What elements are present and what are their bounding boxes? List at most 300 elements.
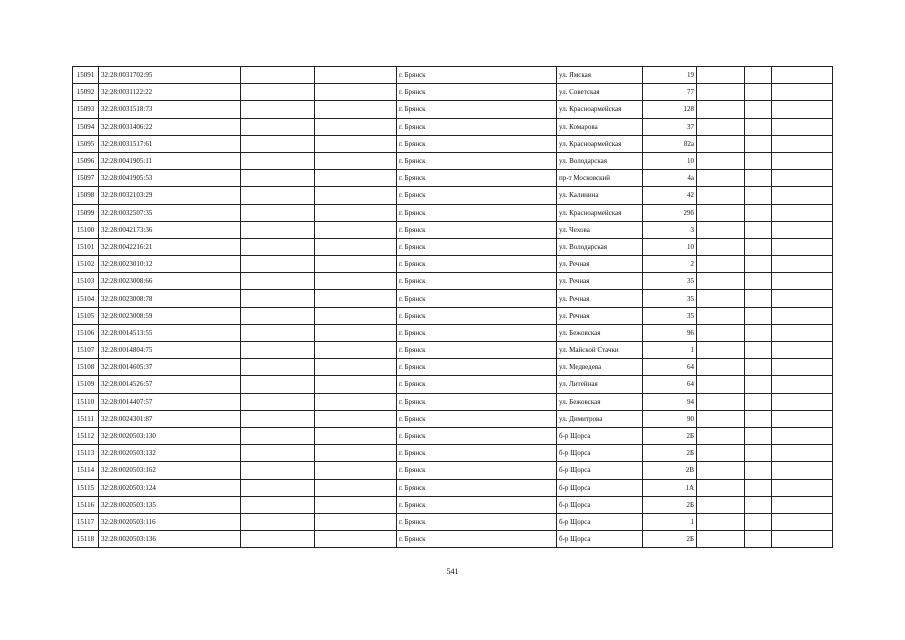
empty-cell (772, 238, 833, 255)
empty-cell (241, 427, 315, 444)
house-number: 37 (643, 118, 697, 135)
cadastral-number: 32:28:0031518:73 (99, 101, 241, 118)
empty-cell (697, 342, 745, 359)
empty-cell (745, 67, 772, 84)
empty-cell (697, 152, 745, 169)
empty-cell (745, 393, 772, 410)
table-row (73, 187, 833, 204)
empty-cell (772, 496, 833, 513)
cadastral-number: 32:28:0031406:22 (99, 118, 241, 135)
table-row (73, 445, 833, 462)
cadastral-number: 32:28:0041905:53 (99, 170, 241, 187)
empty-cell (772, 445, 833, 462)
empty-cell (745, 410, 772, 427)
city-cell: г. Брянск (397, 324, 557, 341)
house-number: 128 (643, 101, 697, 118)
empty-cell (745, 513, 772, 530)
table-row (73, 101, 833, 118)
city-cell: г. Брянск (397, 152, 557, 169)
street-cell: б-р Щорса (557, 479, 643, 496)
cadastral-number: 32:28:0031122:22 (99, 84, 241, 101)
empty-cell (241, 324, 315, 341)
table-row (73, 290, 833, 307)
empty-cell (241, 513, 315, 530)
street-cell: б-р Щорса (557, 462, 643, 479)
empty-cell (697, 170, 745, 187)
empty-cell (241, 170, 315, 187)
empty-cell (745, 256, 772, 273)
street-cell: ул. Володарская (557, 152, 643, 169)
city-cell: г. Брянск (397, 238, 557, 255)
cadastral-number: 32:28:0020503:130 (99, 427, 241, 444)
empty-cell (772, 324, 833, 341)
empty-cell (772, 118, 833, 135)
house-number: 82а (643, 135, 697, 152)
cadastral-number: 32:28:0020503:132 (99, 445, 241, 462)
empty-cell (772, 273, 833, 290)
empty-cell (772, 290, 833, 307)
table-row (73, 410, 833, 427)
row-number: 15091 (73, 67, 99, 84)
empty-cell (241, 359, 315, 376)
empty-cell (745, 462, 772, 479)
street-cell: б-р Щорса (557, 531, 643, 548)
city-cell: г. Брянск (397, 135, 557, 152)
house-number: 1А (643, 479, 697, 496)
empty-cell (241, 462, 315, 479)
table-row (73, 376, 833, 393)
empty-cell (241, 376, 315, 393)
row-number: 15104 (73, 290, 99, 307)
empty-cell (772, 462, 833, 479)
empty-cell (315, 67, 397, 84)
empty-cell (697, 238, 745, 255)
city-cell: г. Брянск (397, 376, 557, 393)
empty-cell (745, 290, 772, 307)
row-number: 15093 (73, 101, 99, 118)
empty-cell (697, 410, 745, 427)
city-cell: г. Брянск (397, 342, 557, 359)
street-cell: ул. Калинина (557, 187, 643, 204)
empty-cell (241, 496, 315, 513)
empty-cell (745, 187, 772, 204)
empty-cell (315, 135, 397, 152)
empty-cell (697, 513, 745, 530)
house-number: 96 (643, 324, 697, 341)
house-number: 90 (643, 410, 697, 427)
empty-cell (315, 118, 397, 135)
street-cell: ул. Речная (557, 290, 643, 307)
empty-cell (745, 135, 772, 152)
empty-cell (315, 427, 397, 444)
empty-cell (772, 187, 833, 204)
cadastral-number: 32:28:0020503:136 (99, 531, 241, 548)
street-cell: ул. Красноармейская (557, 101, 643, 118)
empty-cell (315, 170, 397, 187)
empty-cell (315, 496, 397, 513)
street-cell: ул. Медведева (557, 359, 643, 376)
city-cell: г. Брянск (397, 84, 557, 101)
cadastral-number: 32:28:0023008:78 (99, 290, 241, 307)
street-cell: ул. Красноармейская (557, 204, 643, 221)
empty-cell (745, 273, 772, 290)
empty-cell (315, 376, 397, 393)
empty-cell (241, 187, 315, 204)
row-number: 15107 (73, 342, 99, 359)
city-cell: г. Брянск (397, 273, 557, 290)
empty-cell (241, 118, 315, 135)
city-cell: г. Брянск (397, 307, 557, 324)
empty-cell (315, 273, 397, 290)
empty-cell (745, 427, 772, 444)
empty-cell (697, 445, 745, 462)
empty-cell (315, 101, 397, 118)
table-row (73, 221, 833, 238)
table-row (73, 118, 833, 135)
empty-cell (772, 376, 833, 393)
city-cell: г. Брянск (397, 118, 557, 135)
row-number: 15094 (73, 118, 99, 135)
street-cell: б-р Щорса (557, 513, 643, 530)
table-row (73, 496, 833, 513)
empty-cell (315, 221, 397, 238)
street-cell: б-р Щорса (557, 445, 643, 462)
city-cell: г. Брянск (397, 290, 557, 307)
street-cell: ул. Советская (557, 84, 643, 101)
empty-cell (772, 84, 833, 101)
house-number: 35 (643, 273, 697, 290)
empty-cell (315, 152, 397, 169)
cadastral-number: 32:28:0023008:66 (99, 273, 241, 290)
city-cell: г. Брянск (397, 496, 557, 513)
table-row (73, 152, 833, 169)
city-cell: г. Брянск (397, 479, 557, 496)
empty-cell (697, 135, 745, 152)
empty-cell (772, 204, 833, 221)
cadastral-number: 32:28:0014407:57 (99, 393, 241, 410)
city-cell: г. Брянск (397, 359, 557, 376)
street-cell: ул. Бежовская (557, 393, 643, 410)
empty-cell (697, 273, 745, 290)
row-number: 15106 (73, 324, 99, 341)
table-row (73, 170, 833, 187)
table-row (73, 479, 833, 496)
street-cell: ул. Речная (557, 307, 643, 324)
house-number: 64 (643, 359, 697, 376)
row-number: 15116 (73, 496, 99, 513)
empty-cell (745, 307, 772, 324)
cadastral-number: 32:28:0031702:95 (99, 67, 241, 84)
empty-cell (697, 393, 745, 410)
row-number: 15105 (73, 307, 99, 324)
empty-cell (745, 531, 772, 548)
empty-cell (772, 342, 833, 359)
street-cell: пр-т Московский (557, 170, 643, 187)
empty-cell (772, 479, 833, 496)
empty-cell (241, 531, 315, 548)
city-cell: г. Брянск (397, 531, 557, 548)
empty-cell (697, 221, 745, 238)
row-number: 15114 (73, 462, 99, 479)
street-cell: ул. Комарова (557, 118, 643, 135)
cadastral-number: 32:28:0032507:35 (99, 204, 241, 221)
cadastral-number: 32:28:0014804:75 (99, 342, 241, 359)
table-body (73, 67, 833, 548)
empty-cell (315, 204, 397, 221)
empty-cell (315, 359, 397, 376)
table-row (73, 307, 833, 324)
empty-cell (772, 410, 833, 427)
cadastral-number: 32:28:0041905:11 (99, 152, 241, 169)
row-number: 15109 (73, 376, 99, 393)
empty-cell (772, 170, 833, 187)
empty-cell (745, 324, 772, 341)
empty-cell (315, 531, 397, 548)
empty-cell (772, 427, 833, 444)
house-number: 94 (643, 393, 697, 410)
row-number: 15103 (73, 273, 99, 290)
city-cell: г. Брянск (397, 256, 557, 273)
table-row (73, 393, 833, 410)
street-cell: б-р Щорса (557, 427, 643, 444)
empty-cell (772, 101, 833, 118)
row-number: 15108 (73, 359, 99, 376)
empty-cell (697, 101, 745, 118)
street-cell: б-р Щорса (557, 496, 643, 513)
empty-cell (315, 256, 397, 273)
house-number: 2Б (643, 531, 697, 548)
street-cell: ул. Чехова (557, 221, 643, 238)
empty-cell (241, 256, 315, 273)
house-number: 2Б (643, 445, 697, 462)
empty-cell (697, 496, 745, 513)
cadastral-number: 32:28:0014526:57 (99, 376, 241, 393)
empty-cell (697, 479, 745, 496)
empty-cell (697, 256, 745, 273)
empty-cell (315, 290, 397, 307)
cadastral-number: 32:28:0020503:124 (99, 479, 241, 496)
empty-cell (745, 376, 772, 393)
city-cell: г. Брянск (397, 445, 557, 462)
empty-cell (772, 67, 833, 84)
cadastral-number: 32:28:0023010:12 (99, 256, 241, 273)
table-row (73, 273, 833, 290)
empty-cell (745, 170, 772, 187)
empty-cell (772, 513, 833, 530)
house-number: 35 (643, 307, 697, 324)
empty-cell (315, 513, 397, 530)
house-number: 2В (643, 462, 697, 479)
street-cell: ул. Майской Стачки (557, 342, 643, 359)
row-number: 15115 (73, 479, 99, 496)
table-row (73, 513, 833, 530)
house-number: 29б (643, 204, 697, 221)
row-number: 15112 (73, 427, 99, 444)
house-number: 1 (643, 342, 697, 359)
table-row (73, 324, 833, 341)
street-cell: ул. Речная (557, 256, 643, 273)
cadastral-number: 32:28:0042173:36 (99, 221, 241, 238)
empty-cell (315, 84, 397, 101)
house-number: 1 (643, 513, 697, 530)
row-number: 15118 (73, 531, 99, 548)
empty-cell (745, 152, 772, 169)
empty-cell (772, 359, 833, 376)
house-number: 2Б (643, 427, 697, 444)
empty-cell (241, 410, 315, 427)
empty-cell (697, 84, 745, 101)
cadastral-number: 32:28:0042216:21 (99, 238, 241, 255)
empty-cell (315, 445, 397, 462)
house-number: 10 (643, 238, 697, 255)
empty-cell (315, 324, 397, 341)
empty-cell (772, 221, 833, 238)
house-number: 19 (643, 67, 697, 84)
table-row (73, 462, 833, 479)
street-cell: ул. Димитрова (557, 410, 643, 427)
empty-cell (745, 238, 772, 255)
empty-cell (772, 152, 833, 169)
empty-cell (241, 135, 315, 152)
row-number: 15100 (73, 221, 99, 238)
city-cell: г. Брянск (397, 462, 557, 479)
empty-cell (745, 445, 772, 462)
empty-cell (241, 342, 315, 359)
city-cell: г. Брянск (397, 187, 557, 204)
house-number: 4а (643, 170, 697, 187)
empty-cell (697, 531, 745, 548)
page-number: 541 (446, 567, 459, 576)
table-row (73, 135, 833, 152)
empty-cell (241, 152, 315, 169)
empty-cell (745, 118, 772, 135)
table-row (73, 531, 833, 548)
cadastral-number: 32:28:0014605:37 (99, 359, 241, 376)
city-cell: г. Брянск (397, 513, 557, 530)
cadastral-number: 32:28:0024301:87 (99, 410, 241, 427)
empty-cell (745, 84, 772, 101)
empty-cell (697, 204, 745, 221)
empty-cell (315, 342, 397, 359)
empty-cell (745, 342, 772, 359)
empty-cell (241, 307, 315, 324)
cadastral-number: 32:28:0031517:61 (99, 135, 241, 152)
empty-cell (697, 462, 745, 479)
empty-cell (697, 187, 745, 204)
house-number: 3 (643, 221, 697, 238)
empty-cell (697, 376, 745, 393)
row-number: 15111 (73, 410, 99, 427)
row-number: 15117 (73, 513, 99, 530)
city-cell: г. Брянск (397, 170, 557, 187)
table-row (73, 84, 833, 101)
table-row (73, 204, 833, 221)
cadastral-number: 32:28:0020503:162 (99, 462, 241, 479)
empty-cell (697, 307, 745, 324)
empty-cell (772, 307, 833, 324)
empty-cell (745, 101, 772, 118)
empty-cell (697, 324, 745, 341)
empty-cell (772, 256, 833, 273)
empty-cell (745, 479, 772, 496)
cadastral-number: 32:28:0014513:55 (99, 324, 241, 341)
empty-cell (315, 479, 397, 496)
empty-cell (241, 445, 315, 462)
empty-cell (241, 393, 315, 410)
house-number: 2Б (643, 496, 697, 513)
empty-cell (745, 221, 772, 238)
empty-cell (241, 84, 315, 101)
row-number: 15096 (73, 152, 99, 169)
street-cell: ул. Ямская (557, 67, 643, 84)
empty-cell (697, 118, 745, 135)
house-number: 42 (643, 187, 697, 204)
house-number: 10 (643, 152, 697, 169)
row-number: 15099 (73, 204, 99, 221)
empty-cell (745, 359, 772, 376)
empty-cell (315, 410, 397, 427)
empty-cell (772, 135, 833, 152)
row-number: 15095 (73, 135, 99, 152)
city-cell: г. Брянск (397, 204, 557, 221)
row-number: 15097 (73, 170, 99, 187)
row-number: 15113 (73, 445, 99, 462)
empty-cell (241, 273, 315, 290)
street-cell: ул. Бежовская (557, 324, 643, 341)
cadastral-number: 32:28:0023008:59 (99, 307, 241, 324)
empty-cell (241, 101, 315, 118)
empty-cell (745, 496, 772, 513)
empty-cell (315, 187, 397, 204)
city-cell: г. Брянск (397, 410, 557, 427)
empty-cell (315, 393, 397, 410)
table-row (73, 359, 833, 376)
table-row (73, 427, 833, 444)
empty-cell (697, 290, 745, 307)
empty-cell (697, 359, 745, 376)
empty-cell (241, 67, 315, 84)
table-row (73, 67, 833, 84)
city-cell: г. Брянск (397, 101, 557, 118)
city-cell: г. Брянск (397, 393, 557, 410)
house-number: 77 (643, 84, 697, 101)
empty-cell (241, 479, 315, 496)
cadastral-number: 32:28:0020503:135 (99, 496, 241, 513)
row-number: 15102 (73, 256, 99, 273)
city-cell: г. Брянск (397, 221, 557, 238)
empty-cell (697, 427, 745, 444)
table-row (73, 238, 833, 255)
empty-cell (241, 238, 315, 255)
street-cell: ул. Литейная (557, 376, 643, 393)
table-row (73, 256, 833, 273)
empty-cell (241, 290, 315, 307)
empty-cell (697, 67, 745, 84)
cadastral-number: 32:28:0032103:29 (99, 187, 241, 204)
city-cell: г. Брянск (397, 427, 557, 444)
street-cell: ул. Красноармейская (557, 135, 643, 152)
empty-cell (241, 221, 315, 238)
empty-cell (745, 204, 772, 221)
row-number: 15101 (73, 238, 99, 255)
row-number: 15110 (73, 393, 99, 410)
house-number: 64 (643, 376, 697, 393)
empty-cell (315, 238, 397, 255)
cadastral-number: 32:28:0020503:116 (99, 513, 241, 530)
empty-cell (241, 204, 315, 221)
empty-cell (772, 531, 833, 548)
street-cell: ул. Володарская (557, 238, 643, 255)
